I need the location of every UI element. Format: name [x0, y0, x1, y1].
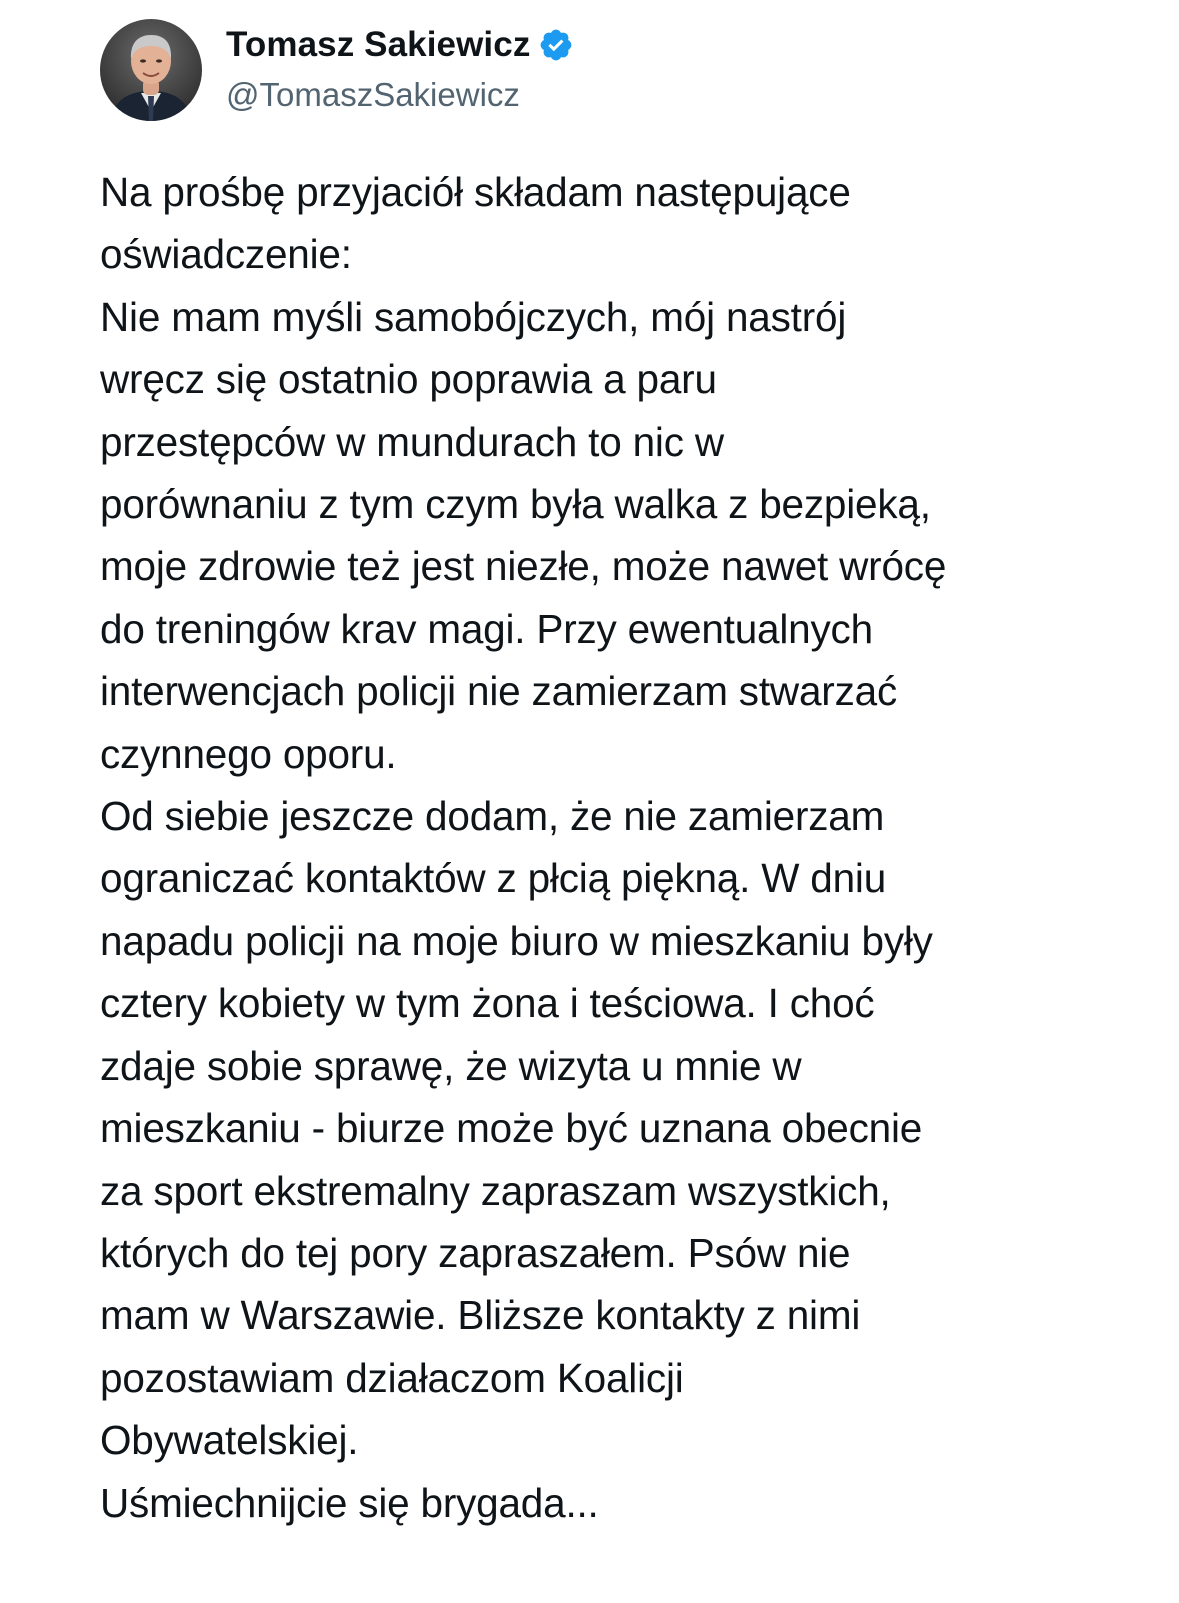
tweet-text-line: mam w Warszawie. Bliższe kontakty z nimi — [100, 1292, 861, 1339]
name-row — [226, 23, 574, 67]
tweet-text-line: napadu policji na moje biuro w mieszkaniu były — [100, 917, 933, 964]
tweet-text-line: interwencjach policji nie zamierzam stwarzać — [100, 668, 897, 715]
tweet-text-line: czynnego oporu. — [100, 730, 397, 777]
tweet-text-line: ograniczać kontaktów z płcią piękną. W dniu — [100, 855, 887, 902]
tweet-text-line: pozostawiam działaczom Koalicji — [100, 1354, 684, 1401]
tweet-text-line: których do tej pory zapraszałem. Psów nie — [100, 1229, 851, 1276]
tweet-header — [100, 18, 574, 122]
tweet-text-line: Od siebie jeszcze dodam, że nie zamierzam — [100, 793, 885, 840]
tweet-text-line: zdaje sobie sprawę, że wizyta u mnie w — [100, 1042, 802, 1089]
avatar[interactable] — [100, 19, 202, 121]
tweet-text-line: mieszkaniu - biurze może być uznana obecnie — [100, 1105, 923, 1152]
tweet-text-line: do treningów krav magi. Przy ewentualnych — [100, 605, 873, 652]
tweet-text-line: Nie mam myśli samobójczych, mój nastrój — [100, 293, 847, 340]
tweet-text-line: oświadczenie: — [100, 231, 352, 278]
tweet-text-line: porównaniu z tym czym była walka z bezpieką, — [100, 481, 931, 528]
tweet-text-line: cztery kobiety w tym żona i teściowa. I choć — [100, 980, 875, 1027]
profile-photo-icon — [100, 19, 202, 121]
tweet-text-line: za sport ekstremalny zapraszam wszystkich, — [100, 1167, 891, 1214]
verified-badge-icon[interactable] — [538, 27, 574, 63]
tweet-text — [100, 161, 1100, 1534]
author-handle[interactable]: @TomaszSakiewicz — [226, 76, 520, 113]
tweet-text-line: przestępców w mundurach to nic w — [100, 418, 724, 465]
tweet-text-line: Uśmiechnijcie się brygada... — [100, 1479, 599, 1526]
tweet-text-line: moje zdrowie też jest niezłe, może nawet wrócę — [100, 543, 947, 590]
tweet-text-line: Na prośbę przyjaciół składam następujące — [100, 169, 851, 215]
tweet-text-line: wręcz się ostatnio poprawia a paru — [100, 356, 717, 403]
author-names — [226, 23, 574, 117]
author-display-name[interactable]: Tomasz Sakiewicz — [226, 25, 531, 64]
tweet-text-line: Obywatelskiej. — [100, 1417, 359, 1464]
